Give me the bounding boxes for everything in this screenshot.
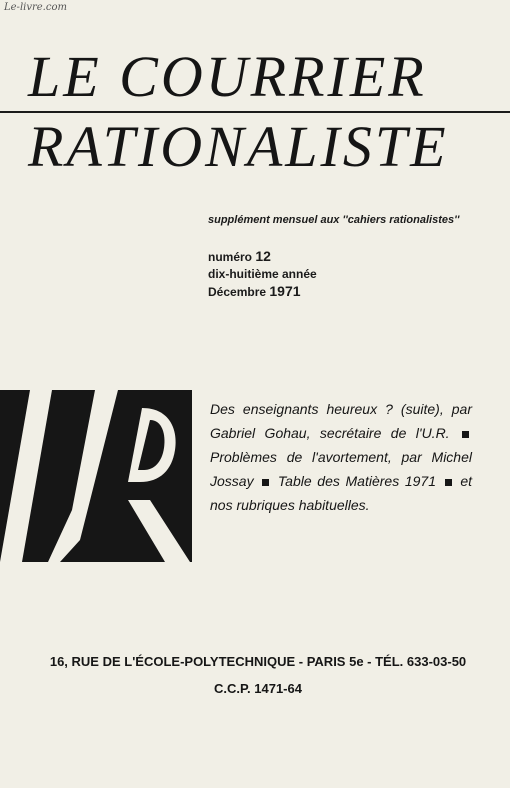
summary-item-1: Des enseignants heureux ? (suite), par Gabriel Gohau, secrétaire de l'U.R. bbox=[210, 401, 472, 441]
summary-item-3: Table des Matières 1971 bbox=[277, 473, 436, 489]
bullet-square-icon bbox=[445, 479, 452, 486]
ur-logo-icon bbox=[0, 390, 195, 565]
summary-item-4: et nos rubriques habituelles. bbox=[210, 473, 472, 513]
issue-number-value: 12 bbox=[255, 248, 271, 264]
title-divider bbox=[0, 111, 510, 113]
issue-year: dix-huitième année bbox=[208, 267, 317, 281]
title-line-2: RATIONALISTE bbox=[28, 114, 449, 179]
summary-item-2: Problèmes de l'avortement, par Michel Jossay bbox=[210, 449, 472, 489]
bullet-square-icon bbox=[462, 431, 469, 438]
supplement-note: supplément mensuel aux ''cahiers rationalistes'' bbox=[208, 214, 460, 226]
issue-date bbox=[208, 283, 317, 301]
issue-summary bbox=[210, 397, 472, 517]
issue-number-label: numéro bbox=[208, 250, 253, 264]
watermark: Le-livre.com bbox=[4, 2, 67, 13]
publisher-address: 16, RUE DE L'ÉCOLE-POLYTECHNIQUE - PARIS 5e - TÉL. 633-03-50 bbox=[49, 654, 467, 669]
bullet-square-icon bbox=[262, 479, 269, 486]
issue-number bbox=[208, 248, 317, 266]
issue-info bbox=[208, 248, 317, 301]
publisher-ccp: C.C.P. 1471-64 bbox=[214, 681, 302, 696]
title-line-1: LE COURRIER bbox=[28, 44, 427, 109]
issue-date-label: Décembre bbox=[208, 285, 267, 299]
issue-date-year: 1971 bbox=[269, 283, 301, 299]
